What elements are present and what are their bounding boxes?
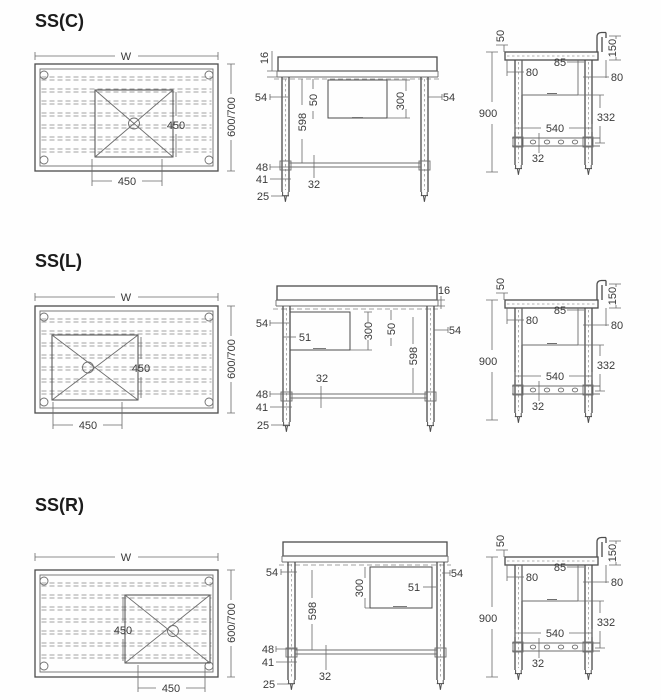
dim-plan-depth: 600/700 — [226, 97, 238, 137]
dim-shelf-540: 540 — [545, 123, 565, 135]
plan-top-ssr — [35, 552, 218, 677]
dim-rail-48: 48 — [261, 644, 275, 656]
side-view-ssc — [479, 30, 623, 175]
dim-shelf-rail-32: 32 — [531, 401, 545, 413]
under-shelf-side — [512, 385, 600, 395]
dim-edge-16: 16 — [259, 51, 271, 65]
side-view-ssl — [479, 278, 623, 423]
front-view-ssl — [256, 285, 461, 432]
dim-splash-150: 150 — [607, 38, 619, 58]
dim-inset-80-rear: 80 — [610, 72, 624, 84]
bench-top-side — [505, 281, 606, 309]
bench-top-side — [505, 538, 606, 566]
dim-leg-54-right: 54 — [450, 568, 464, 580]
dim-nose-50: 50 — [495, 29, 507, 43]
dim-height-900: 900 — [478, 108, 498, 120]
dim-gap-85: 85 — [553, 305, 567, 317]
dim-adj-41: 41 — [255, 402, 269, 414]
dim-inset-80-front: 80 — [525, 315, 539, 327]
dim-height-900: 900 — [478, 613, 498, 625]
dim-leg-54-right: 54 — [442, 92, 456, 104]
dim-rail-32: 32 — [307, 179, 321, 191]
dim-sink-depth-450: 450 — [113, 625, 133, 637]
dim-plan-width: W — [120, 51, 132, 63]
model-title-ssl: SS(L) — [35, 251, 82, 271]
dim-inset-80-rear: 80 — [610, 577, 624, 589]
bench-top-front — [273, 286, 441, 309]
dim-plan-depth: 600/700 — [226, 339, 238, 379]
sink-bowl-plan — [125, 595, 210, 663]
dim-foot-25: 25 — [256, 191, 270, 203]
dim-top-gap-50: 50 — [308, 93, 320, 107]
sink-bowl-front — [290, 312, 350, 350]
dim-leg-54-left: 54 — [265, 567, 279, 579]
sink-bowl-plan — [52, 335, 138, 400]
dim-leg-54-right: 54 — [448, 325, 462, 337]
dim-shelf-540: 540 — [545, 371, 565, 383]
dim-bowl-300: 300 — [363, 321, 375, 341]
dim-plan-depth: 600/700 — [226, 603, 238, 643]
bench-top-front — [279, 542, 451, 565]
dim-sink-width-450: 450 — [78, 420, 98, 432]
dim-adj-41: 41 — [255, 174, 269, 186]
dim-bowl-gap-51: 51 — [298, 332, 312, 344]
side-view-ssr — [479, 535, 623, 680]
dim-rail-32: 32 — [315, 373, 329, 385]
dim-sink-depth-450: 450 — [166, 120, 186, 132]
dim-bowl-300: 300 — [395, 91, 407, 111]
dim-sink-width-450: 450 — [161, 683, 181, 695]
dim-leg-54-left: 54 — [254, 92, 268, 104]
dim-top-gap-50: 50 — [386, 322, 398, 336]
dim-plan-width: W — [120, 552, 132, 564]
dim-inset-80-front: 80 — [525, 67, 539, 79]
bench-top-front — [274, 57, 441, 79]
bench-top-side — [505, 33, 606, 61]
dim-nose-50: 50 — [495, 277, 507, 291]
dim-rail-48: 48 — [255, 389, 269, 401]
dim-bowl-gap-51: 51 — [407, 582, 421, 594]
front-view-ssr — [262, 542, 463, 691]
dim-rail-32: 32 — [318, 671, 332, 683]
dim-clear-332: 332 — [596, 112, 616, 124]
dim-inset-80-front: 80 — [525, 572, 539, 584]
dim-gap-85: 85 — [553, 562, 567, 574]
dim-rail-48: 48 — [255, 162, 269, 174]
dim-sink-width-450: 450 — [117, 176, 137, 188]
dim-foot-25: 25 — [262, 679, 276, 691]
dim-bowl-300: 300 — [354, 578, 366, 598]
dim-inset-80-rear: 80 — [610, 320, 624, 332]
model-title-ssr: SS(R) — [35, 495, 84, 515]
dim-leg-598: 598 — [408, 346, 420, 366]
plan-view-ssc — [35, 51, 238, 188]
dim-nose-50: 50 — [495, 534, 507, 548]
dim-clear-332: 332 — [596, 360, 616, 372]
dim-plan-width: W — [120, 292, 132, 304]
dim-gap-85: 85 — [553, 57, 567, 69]
dim-clear-332: 332 — [596, 617, 616, 629]
plan-top-ssc — [35, 51, 218, 171]
sink-bowl-front — [370, 567, 432, 608]
plan-view-ssr — [35, 552, 238, 695]
legs-front — [280, 77, 430, 202]
plan-top-ssl — [35, 292, 218, 413]
under-shelf-side — [512, 137, 600, 147]
dim-splash-150: 150 — [607, 543, 619, 563]
dim-foot-25: 25 — [256, 420, 270, 432]
model-title-ssc: SS(C) — [35, 11, 84, 31]
plan-view-ssl — [35, 292, 238, 432]
dim-leg-54-left: 54 — [255, 318, 269, 330]
dim-shelf-540: 540 — [545, 628, 565, 640]
sink-bowl-plan — [95, 90, 173, 157]
dim-shelf-rail-32: 32 — [531, 658, 545, 670]
dim-shelf-rail-32: 32 — [531, 153, 545, 165]
dim-adj-41: 41 — [261, 657, 275, 669]
dim-leg-598: 598 — [297, 112, 309, 132]
dim-edge-16: 16 — [437, 285, 451, 297]
sink-bowl-front — [328, 80, 387, 118]
dim-height-900: 900 — [478, 356, 498, 368]
dim-leg-598: 598 — [307, 601, 319, 621]
front-view-ssc — [255, 51, 455, 203]
legs-front — [286, 562, 446, 690]
dim-sink-depth-450: 450 — [131, 363, 151, 375]
dim-splash-150: 150 — [607, 286, 619, 306]
under-shelf-side — [512, 642, 600, 652]
